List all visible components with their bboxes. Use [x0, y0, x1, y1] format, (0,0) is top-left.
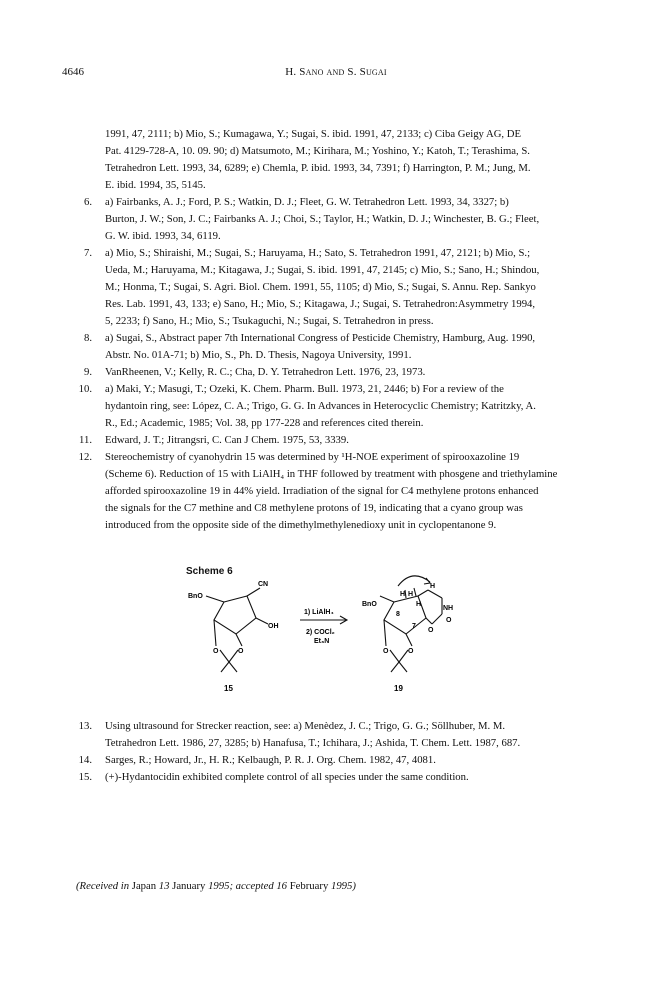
- bno-label: BnO: [188, 593, 203, 600]
- reference-line: afforded spirooxazoline 19 in 44% yield. Irradiation of the signal for C4 methylene protons enhanced: [105, 485, 539, 497]
- reference-line: Burton, J. W.; Son, J. C.; Fairbanks A. J.; Choi, S.; Taylor, H.; Watkin, D. J.; Winchester, B. G.; Fleet,: [105, 213, 540, 225]
- reference-11: [62, 432, 610, 449]
- scheme-6-figure: [150, 566, 510, 706]
- position-7-label: 7: [412, 623, 416, 630]
- reference-line: Tetrahedron Lett. 1993, 34, 6289; e) Chemla, P. ibid. 1993, 34, 7391; f) Harrington, P. M.; Jung, M.: [105, 162, 531, 174]
- compound-19-number: 19: [394, 684, 403, 693]
- reference-line: E. ibid. 1994, 35, 5145.: [105, 179, 206, 191]
- reference-number: 12.: [78, 451, 92, 463]
- reference-line: hydantoin ring, see: López, C. A.; Trigo, G. G. In Advances in Heterocyclic Chemistry; Katritzky, A.: [105, 400, 536, 412]
- reference-line: a) Sugai, S., Abstract paper 7th International Congress of Pesticide Chemistry, Hamburg, Aug. 1990,: [105, 332, 536, 344]
- running-head: H. Sano and S. Sugai: [285, 66, 387, 78]
- reference-12: [62, 449, 610, 534]
- reference-line: Ueda, M.; Haruyama, M.; Kitagawa, J.; Sugai, S. ibid. 1991, 47, 2145; c) Mio, S.; Sano, H.; Shindou,: [105, 264, 540, 276]
- reference-number: 8.: [83, 332, 92, 344]
- reference-line: G. W. ibid. 1993, 34, 6119.: [105, 230, 221, 242]
- reference-number: 15.: [78, 771, 92, 783]
- reference-line: VanRheenen, V.; Kelly, R. C.; Cha, D. Y. Tetrahedron Lett. 1976, 23, 1973.: [105, 366, 426, 378]
- reference-line: Edward, J. T.; Jitrangsri, C. Can J Chem. 1975, 53, 3339.: [105, 434, 349, 446]
- hydrogen-label: H: [416, 601, 422, 608]
- hydrogen-label: H: [400, 591, 406, 598]
- reference-line: Tetrahedron Lett. 1986, 27, 3285; b) Hanafusa, T.; Ichihara, J.; Ashida, T. Chem. Lett. 1987, 687.: [105, 737, 521, 749]
- reference-line: Sarges, R.; Howard, Jr., H. R.; Kelbaugh, P. R. J. Org. Chem. 1982, 47, 4081.: [105, 754, 436, 766]
- noe-arrow: [398, 576, 430, 586]
- reference-number: 6.: [83, 196, 92, 208]
- cyclopentane-ring-15: [214, 596, 256, 634]
- reference-line: Using ultrasound for Strecker reaction, see: a) Menèdez, J. C.; Trigo, G. G.; Söllhuber, M. M.: [105, 720, 505, 732]
- reagent-2: 2) COCl₂: [306, 629, 335, 636]
- reference-line: a) Maki, Y.; Masugi, T.; Ozeki, K. Chem. Pharm. Bull. 1973, 21, 2446; b) For a review of the: [105, 383, 504, 395]
- reference-14: [62, 752, 610, 769]
- reference-line: (Scheme 6). Reduction of 15 with LiAlH₄ in THF followed by treatment with phosgene and triethylamine: [105, 468, 558, 480]
- reference-line: Res. Lab. 1991, 43, 133; e) Sano, H.; Mio, S.; Kitagawa, J.; Sugai, S. Tetrahedron:Asymmetry 1994,: [105, 298, 536, 310]
- reference-list: [62, 126, 610, 534]
- oh-label: OH: [268, 623, 279, 630]
- reference-line: a) Mio, S.; Shiraishi, M.; Sugai, S.; Haruyama, H.; Sato, S. Tetrahedron 1991, 47, 2121; b) Mio, S.;: [105, 247, 531, 259]
- reagent-1: 1) LiAlH₄: [304, 609, 334, 616]
- cn-bond: [247, 588, 260, 596]
- bno-label: BnO: [362, 601, 377, 608]
- reference-line: M.; Honma, T.; Sugai, S. Agri. Biol. Chem. 1991, 55, 1105; d) Mio, S.; Sugai, S. Annu. Rep. Sankyo: [105, 281, 536, 293]
- reference-line: 5, 2233; f) Sano, H.; Mio, S.; Tsukaguchi, N.; Sugai, S. Tetrahedron in press.: [105, 315, 434, 327]
- reaction-scheme-drawing: [150, 566, 510, 706]
- oxygen-label: O: [238, 648, 244, 655]
- oxygen-label: O: [383, 648, 389, 655]
- reference-line: Stereochemistry of cyanohydrin 15 was determined by ¹H-NOE experiment of spirooxazoline 19: [105, 451, 520, 463]
- oxygen-label: O: [446, 617, 452, 624]
- reference-number: 10.: [78, 383, 92, 395]
- hydrogen-label: H: [408, 591, 414, 598]
- oh-bond: [256, 618, 268, 624]
- reference-number: 7.: [83, 247, 92, 259]
- reference-8: [62, 330, 610, 364]
- reference-line: introduced from the opposite side of the dimethylmethylenedioxy unit in cyclopentanone 9.: [105, 519, 497, 531]
- reference-7: [62, 245, 610, 330]
- reference-list-continued: [62, 718, 610, 786]
- reference-15: [62, 769, 610, 786]
- nh-label: NH: [443, 605, 454, 612]
- reference-number: 14.: [78, 754, 92, 766]
- reference-line: (+)-Hydantocidin exhibited complete control of all species under the same condition.: [105, 771, 469, 783]
- reference-line: 1991, 47, 2111; b) Mio, S.; Kumagawa, Y.; Sugai, S. ibid. 1991, 47, 2133; c) Ciba Geigy AG, DE: [105, 128, 521, 140]
- reference-line: R., Ed.; Academic, 1985; Vol. 38, pp 177-228 and references cited therein.: [105, 417, 424, 429]
- reference-line: a) Fairbanks, A. J.; Ford, P. S.; Watkin, D. J.; Fleet, G. W. Tetrahedron Lett. 1993, 34, 3327; b): [105, 196, 509, 208]
- cn-label: CN: [258, 581, 269, 588]
- oxygen-label: O: [213, 648, 219, 655]
- reference-13: [62, 718, 610, 752]
- oxygen-label: O: [428, 627, 434, 634]
- oxygen-label: O: [408, 648, 414, 655]
- reference-9: [62, 364, 610, 381]
- reference-10: [62, 381, 610, 432]
- reference-line: Pat. 4129-728-A, 10. 09. 90; d) Matsumoto, M.; Kirihara, M.; Yoshino, Y.; Katoh, T.; Terashima, S.: [105, 145, 530, 157]
- hydrogen-label: H: [430, 583, 436, 590]
- bno-bond: [206, 596, 224, 602]
- reference-line: the signals for the C7 methine and C8 methylene protons of 19, indicating that a cyano group was: [105, 502, 523, 514]
- reference-line: Abstr. No. 01A-71; b) Mio, S., Ph. D. Thesis, Nagoya University, 1991.: [105, 349, 412, 361]
- page-number: 4646: [62, 66, 84, 78]
- compound-15-number: 15: [224, 684, 233, 693]
- reference-number: 11.: [79, 434, 92, 446]
- reference-continuation: [62, 126, 610, 194]
- position-8-label: 8: [396, 611, 400, 618]
- reference-6: [62, 194, 610, 245]
- reagent-3: Et₃N: [314, 638, 330, 645]
- received-dates: (Received in Japan 13 January 1995; accepted 16 February 1995): [76, 880, 356, 892]
- reference-number: 13.: [78, 720, 92, 732]
- reference-number: 9.: [83, 366, 92, 378]
- scheme-title: Scheme 6: [186, 566, 233, 577]
